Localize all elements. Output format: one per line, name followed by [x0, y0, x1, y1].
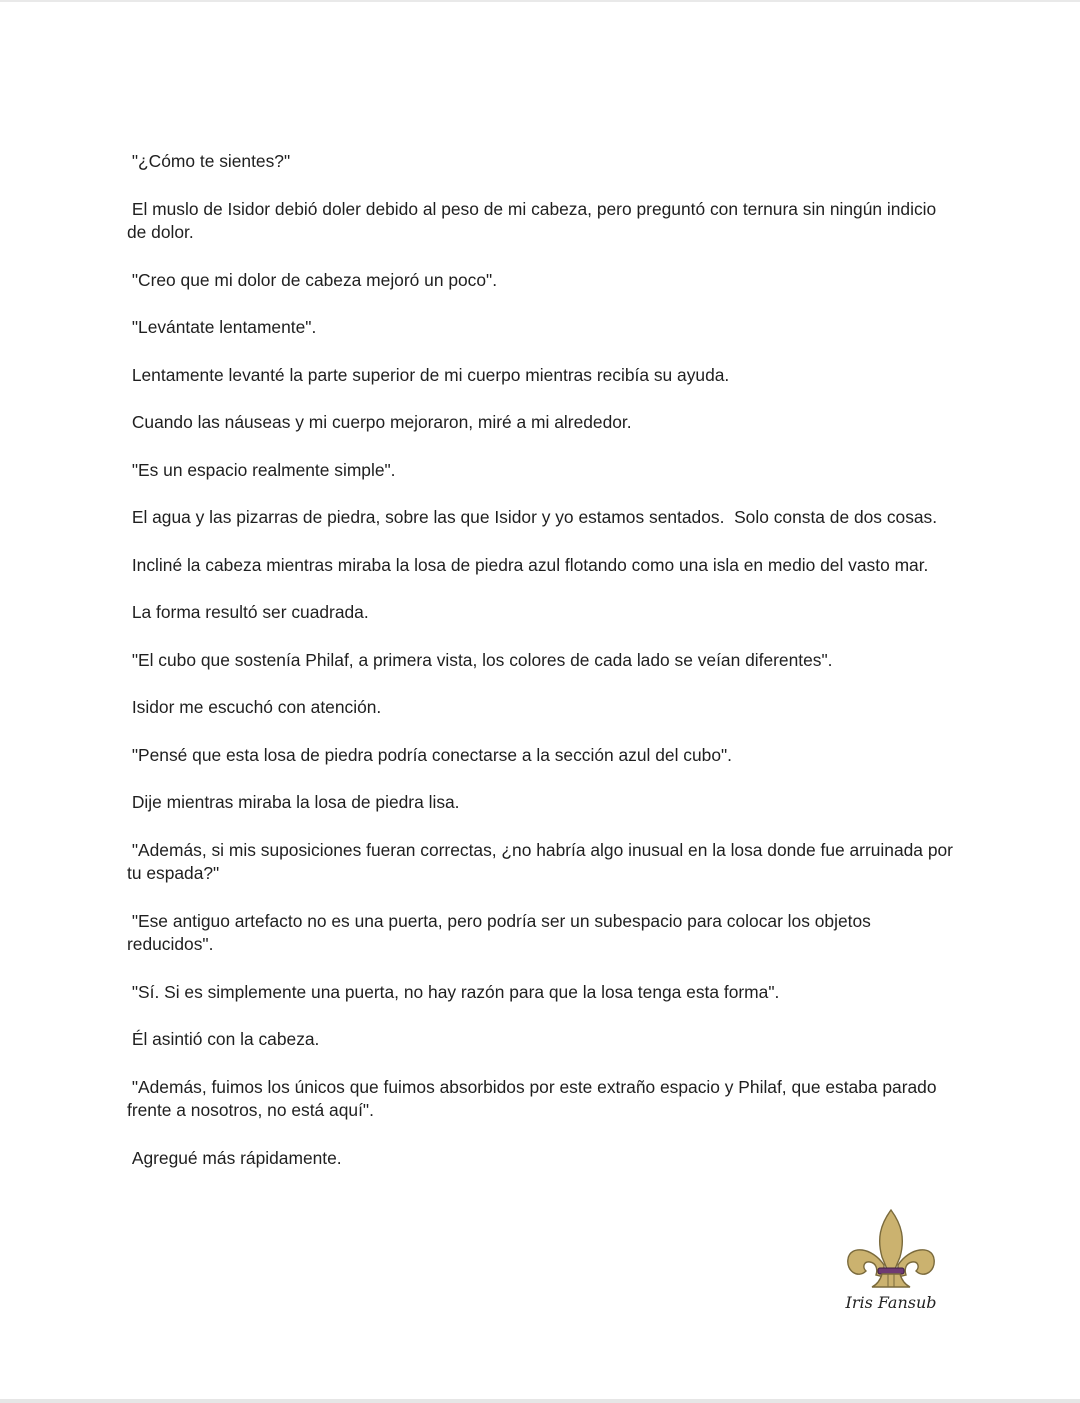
paragraph: El muslo de Isidor debió doler debido al peso de mi cabeza, pero preguntó con ternura sin ningún indicio de dolor.: [127, 198, 942, 242]
fleur-de-lis-icon: [844, 1207, 938, 1291]
page-bottom-border: [0, 1399, 1080, 1403]
paragraph: "¿Cómo te sientes?": [127, 151, 291, 171]
paragraph: El agua y las pizarras de piedra, sobre las que Isidor y yo estamos sentados. Solo consta de dos cosas.: [127, 507, 938, 527]
paragraph: La forma resultó ser cuadrada.: [127, 602, 369, 622]
paragraph: "Pensé que esta losa de piedra podría conectarse a la sección azul del cubo".: [127, 744, 732, 765]
paragraph: "Además, si mis suposiciones fueran correctas, ¿no habría algo inusual en la losa donde fue arruinada por tu espada?": [127, 839, 958, 883]
paragraph: Él asintió con la cabeza.: [127, 1029, 320, 1049]
paragraph: Cuando las náuseas y mi cuerpo mejoraron, miré a mi alrededor.: [127, 412, 632, 432]
paragraph: Lentamente levanté la parte superior de mi cuerpo mientras recibía su ayuda.: [127, 364, 730, 385]
paragraph: "Levántate lentamente".: [127, 317, 317, 337]
paragraph: "Ese antiguo artefacto no es una puerta, pero podría ser un subespacio para colocar los objetos reducidos".: [127, 910, 876, 954]
logo-text: Iris Fansub: [845, 1293, 937, 1312]
paragraph: "Sí. Si es simplemente una puerta, no hay razón para que la losa tenga esta forma".: [127, 981, 780, 1002]
paragraph: Dije mientras miraba la losa de piedra lisa.: [127, 792, 460, 812]
paragraph: "El cubo que sostenía Philaf, a primera vista, los colores de cada lado se veían diferentes".: [127, 649, 833, 670]
paragraph: Agregué más rápidamente.: [127, 1147, 342, 1168]
paragraph: "Es un espacio realmente simple".: [127, 459, 396, 480]
paragraph: "Además, fuimos los únicos que fuimos absorbidos por este extraño espacio y Philaf, que estaba parado frente a nosotros, no está aquí".: [127, 1076, 942, 1120]
paragraph: Incliné la cabeza mientras miraba la losa de piedra azul flotando como una isla en medio del vasto mar.: [127, 554, 929, 575]
paragraph: Isidor me escuchó con atención.: [127, 697, 382, 717]
document-body: [127, 150, 957, 1194]
iris-fansub-logo: [836, 1207, 946, 1319]
page-top-border: [0, 0, 1080, 2]
paragraph: "Creo que mi dolor de cabeza mejoró un poco".: [127, 269, 498, 290]
